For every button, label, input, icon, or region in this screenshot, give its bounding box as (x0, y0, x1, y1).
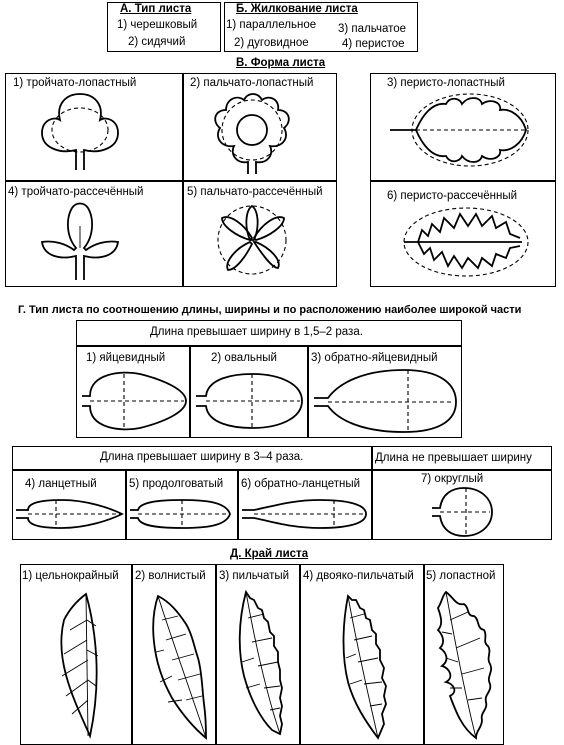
shape-label-2: 2) пальчато-лопастный (190, 77, 314, 89)
shape-label-3: 3) перисто-лопастный (387, 77, 505, 89)
shape-label-6: 6) перисто-рассечённый (387, 190, 518, 202)
ratio-label-oblong: 5) продолговатый (129, 478, 224, 490)
oval-leaf-drawing (194, 370, 306, 434)
wavy-margin-leaf-drawing (148, 590, 212, 742)
venation-arcuate: 2) дуговидное (234, 37, 309, 49)
margin-label-wavy: 2) волнистый (135, 570, 206, 582)
group3-label: Длина не превышает ширину (375, 452, 532, 464)
ratio-label-round: 7) округлый (421, 473, 484, 485)
shape-label-1: 1) тройчато-лопастный (13, 77, 137, 89)
ratio-label-oval: 2) овальный (211, 352, 277, 364)
ratio-label-oblanceolate: 6) обратно-ланцетный (241, 478, 361, 490)
margin-label-entire: 1) цельнокрайный (22, 570, 119, 582)
venation-parallel: 1) параллельное (226, 19, 317, 31)
obovate-leaf-drawing (312, 366, 460, 436)
ratio-label-ovate: 1) яйцевидный (86, 352, 166, 364)
pinnate-dissected-leaf-drawing (398, 200, 532, 290)
oblanceolate-leaf-drawing (240, 494, 370, 534)
ratio-label-lanceolate: 4) ланцетный (25, 478, 97, 490)
section-g-title: Г. Тип листа по соотношению длины, ширины и по расположению наиболее широкой части (18, 304, 522, 316)
margin-label-double-serrate: 4) двояко-пильчатый (303, 570, 414, 582)
margin-label-serrate: 3) пильчатый (219, 570, 290, 582)
group2-label: Длина превышает ширину в 3–4 раза. (100, 451, 304, 463)
shape-label-5: 5) пальчато-рассечённый (187, 186, 323, 198)
section-a-title: А. Тип листа (120, 3, 192, 15)
lanceolate-leaf-drawing (14, 494, 124, 534)
palmate-dissected-leaf-drawing (200, 196, 300, 286)
group1-label: Длина превышает ширину в 1,5–2 раза. (150, 326, 363, 338)
double-serrate-margin-leaf-drawing (336, 592, 400, 742)
oblong-leaf-drawing (128, 494, 236, 534)
margin-label-lobed: 5) лопастной (426, 570, 496, 582)
section-b-title: Б. Жилкование листа (236, 3, 358, 15)
palmate-lobed-leaf-drawing (200, 90, 300, 180)
pinnate-lobed-leaf-drawing (388, 90, 538, 180)
ratio-label-obovate: 3) обратно-яйцевидный (311, 352, 438, 364)
ternate-lobed-leaf-drawing (30, 88, 140, 180)
section-v-title: В. Форма листа (236, 57, 326, 69)
leaf-type-sessile: 2) сидячий (128, 36, 186, 48)
lobed-margin-leaf-drawing (432, 588, 500, 742)
ternate-dissected-leaf-drawing (30, 196, 140, 286)
round-leaf-drawing (430, 486, 500, 538)
ovate-leaf-drawing (80, 368, 188, 436)
shape-label-4: 4) тройчато-рассечённый (8, 186, 144, 198)
venation-palmate: 3) пальчатое (338, 23, 407, 35)
entire-margin-leaf-drawing (40, 590, 110, 740)
serrate-margin-leaf-drawing (232, 588, 296, 742)
leaf-type-stalked: 1) черешковый (117, 19, 198, 31)
section-d-title: Д. Край листа (230, 548, 309, 560)
venation-pinnate: 4) перистое (342, 38, 405, 50)
